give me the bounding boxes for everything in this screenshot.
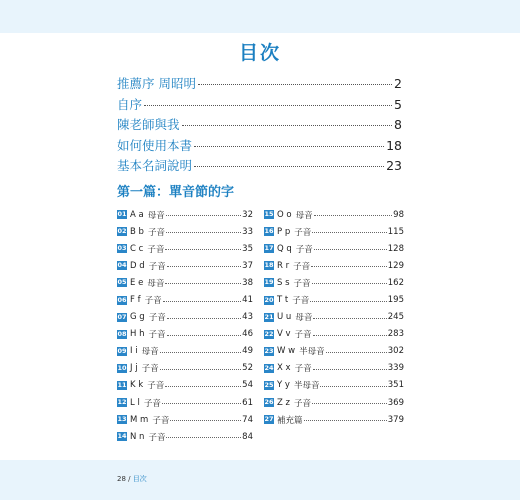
- toc-row[interactable]: [117, 95, 402, 116]
- entry-page: 37: [242, 260, 253, 271]
- dot-leader: [182, 125, 393, 126]
- page-title: 目次: [238, 42, 281, 64]
- entry-kind: 子音: [144, 296, 162, 307]
- dot-leader: [194, 166, 384, 167]
- entry-kind: 子音: [294, 364, 312, 375]
- toc-entry[interactable]: [117, 377, 253, 394]
- entry-page: 35: [242, 243, 253, 254]
- toc-entry[interactable]: [117, 309, 253, 326]
- toc-title: 基本名詞說明: [117, 158, 193, 173]
- toc-title: 自序: [117, 96, 143, 112]
- entry-number-badge: 15: [264, 210, 274, 219]
- entries-left-column: [117, 206, 253, 445]
- entry-letters: Y y: [277, 380, 290, 391]
- dot-leader: [304, 420, 387, 421]
- entry-letters: U u: [277, 312, 292, 323]
- dot-leader: [312, 403, 387, 404]
- entry-page: 98: [393, 209, 404, 220]
- toc-page: 23: [386, 158, 402, 173]
- entry-number-badge: 13: [117, 415, 127, 424]
- entry-number-badge: 04: [117, 261, 127, 270]
- toc-row[interactable]: [117, 74, 402, 95]
- dot-leader: [166, 215, 241, 216]
- entry-letters: L l: [130, 397, 140, 408]
- entry-page: 32: [242, 209, 253, 220]
- dot-leader: [167, 318, 241, 319]
- entry-page: 33: [242, 226, 253, 237]
- toc-title: 陳老師與我: [117, 117, 180, 132]
- toc-entry[interactable]: [117, 274, 253, 291]
- entry-kind: 母音: [141, 347, 159, 358]
- dot-leader: [312, 283, 387, 284]
- entry-kind: 子音: [293, 261, 311, 272]
- entry-number-badge: 14: [117, 432, 127, 441]
- toc-row[interactable]: [117, 115, 402, 136]
- dot-leader: [162, 403, 241, 404]
- toc-entry[interactable]: [264, 206, 404, 223]
- toc-entry[interactable]: [264, 309, 404, 326]
- entry-kind: 母音: [295, 313, 313, 324]
- dot-leader: [163, 301, 242, 302]
- entry-kind: 子音: [152, 415, 170, 426]
- main-toc: [117, 74, 402, 177]
- entry-page: 195: [387, 295, 404, 306]
- entry-number-badge: 09: [117, 346, 127, 355]
- toc-row[interactable]: [117, 136, 402, 157]
- entry-letters: J j: [130, 363, 138, 374]
- entry-page: 43: [242, 312, 253, 323]
- entry-kind: 子音: [294, 398, 312, 409]
- toc-entry[interactable]: [117, 291, 253, 308]
- toc-page: 2: [394, 76, 402, 91]
- entry-page: 46: [242, 329, 253, 340]
- dot-leader: [320, 386, 386, 387]
- dot-leader: [160, 369, 242, 370]
- entry-number-badge: 16: [264, 227, 274, 236]
- entry-letters: C c: [130, 243, 144, 254]
- entry-kind: 半母音: [299, 347, 325, 358]
- entry-page: 49: [242, 346, 253, 357]
- entry-letters: M m: [130, 414, 149, 425]
- bottom-band: [0, 460, 520, 500]
- dot-leader: [160, 352, 242, 353]
- dot-leader: [314, 249, 387, 250]
- entry-page: 115: [387, 226, 404, 237]
- entry-letters: X x: [277, 363, 291, 374]
- section-heading: 第一篇：單音節的字: [117, 185, 235, 200]
- entry-number-badge: 07: [117, 312, 127, 321]
- entry-kind: 子音: [148, 313, 166, 324]
- toc-entry[interactable]: [264, 394, 404, 411]
- entry-kind: 母音: [147, 210, 165, 221]
- entry-page: 129: [387, 260, 404, 271]
- toc-entry[interactable]: [117, 240, 253, 257]
- entry-number-badge: 24: [264, 363, 274, 372]
- entry-kind: 子音: [294, 227, 312, 238]
- dot-leader: [194, 146, 384, 147]
- entry-number-badge: 02: [117, 227, 127, 236]
- entry-kind: 子音: [143, 398, 161, 409]
- toc-entry[interactable]: [117, 360, 253, 377]
- page-footer: [117, 474, 147, 484]
- entries-right-column: [264, 206, 404, 428]
- toc-entry[interactable]: [264, 240, 404, 257]
- entry-letters: A a: [130, 209, 144, 220]
- entry-number-badge: 21: [264, 312, 274, 321]
- entry-kind: 子音: [148, 330, 166, 341]
- entry-letters: F f: [130, 295, 141, 306]
- entry-letters: G g: [130, 312, 145, 323]
- top-band: [0, 0, 520, 33]
- dot-leader: [310, 301, 387, 302]
- entry-number-badge: 25: [264, 380, 274, 389]
- toc-entry[interactable]: [264, 377, 404, 394]
- toc-entry[interactable]: [117, 411, 253, 428]
- entry-page: 302: [387, 346, 404, 357]
- dot-leader: [166, 437, 241, 438]
- entry-letters: H h: [130, 329, 145, 340]
- entry-number-badge: 03: [117, 244, 127, 253]
- toc-title: 如何使用本書: [117, 137, 193, 153]
- dot-leader: [198, 84, 392, 85]
- entry-number-badge: 18: [264, 261, 274, 270]
- toc-entry[interactable]: [264, 411, 404, 428]
- dot-leader: [165, 249, 241, 250]
- footer-separator: /: [128, 475, 131, 483]
- toc-entry[interactable]: [264, 360, 404, 377]
- entry-kind: 子音: [294, 330, 312, 341]
- dot-leader: [311, 266, 387, 267]
- entry-number-badge: 08: [117, 329, 127, 338]
- toc-page: 18: [386, 137, 402, 153]
- toc-entry[interactable]: [117, 206, 253, 223]
- toc-title: 推薦序 周昭明: [117, 76, 196, 91]
- entry-letters: S s: [277, 277, 290, 288]
- entry-letters: D d: [130, 260, 145, 271]
- footer-section: 目次: [132, 475, 147, 483]
- entry-number-badge: 27: [264, 415, 274, 424]
- entry-number-badge: 22: [264, 329, 274, 338]
- toc-row[interactable]: [117, 156, 402, 177]
- dot-leader: [313, 318, 386, 319]
- entry-page: 351: [387, 380, 404, 391]
- entry-page: 74: [242, 414, 253, 425]
- entry-letters: O o: [277, 209, 292, 220]
- entry-number-badge: 12: [117, 398, 127, 407]
- entry-number-badge: 01: [117, 210, 127, 219]
- entry-letters: I i: [130, 346, 138, 357]
- entry-page: 52: [242, 363, 253, 374]
- toc-entry[interactable]: [117, 428, 253, 445]
- entry-kind: 子音: [148, 261, 166, 272]
- entry-letters: Z z: [277, 397, 290, 408]
- entry-kind: 子音: [293, 278, 311, 289]
- entry-letters: W w: [277, 346, 296, 357]
- entry-kind: 子音: [147, 381, 165, 392]
- dot-leader: [166, 232, 241, 233]
- dot-leader: [326, 352, 387, 353]
- entry-kind: 母音: [147, 278, 165, 289]
- entry-kind: 半母音: [293, 381, 320, 392]
- toc-page: 8: [394, 117, 402, 132]
- dot-leader: [313, 335, 387, 336]
- toc-entry[interactable]: [264, 326, 404, 343]
- footer-page-number: 28: [117, 475, 126, 483]
- toc-entry[interactable]: [117, 223, 253, 240]
- toc-entry[interactable]: [117, 343, 253, 360]
- entry-number-badge: 23: [264, 346, 274, 355]
- entry-number-badge: 10: [117, 363, 127, 372]
- dot-leader: [144, 105, 392, 106]
- entry-page: 245: [387, 312, 404, 323]
- entry-page: 283: [387, 329, 404, 340]
- entry-kind: 子音: [292, 296, 310, 307]
- entry-kind: 子音: [147, 244, 165, 255]
- entry-letters: N n: [130, 431, 145, 442]
- dot-leader: [170, 420, 241, 421]
- entry-page: 41: [242, 295, 253, 306]
- entry-page: 61: [242, 397, 253, 408]
- toc-entry[interactable]: [117, 326, 253, 343]
- entry-letters: E e: [130, 277, 144, 288]
- dot-leader: [314, 215, 393, 216]
- entry-number-badge: 19: [264, 278, 274, 287]
- toc-entry[interactable]: [264, 274, 404, 291]
- entry-letters: P p: [277, 226, 291, 237]
- toc-entry[interactable]: [264, 257, 404, 274]
- entry-number-badge: 20: [264, 295, 274, 304]
- toc-page: 5: [394, 96, 402, 112]
- entry-number-badge: 26: [264, 398, 274, 407]
- entry-letters: T t: [277, 295, 289, 306]
- entry-kind: 子音: [295, 244, 313, 255]
- entry-letters: K k: [130, 380, 144, 391]
- dot-leader: [167, 266, 242, 267]
- dot-leader: [313, 369, 387, 370]
- entry-page: 38: [242, 277, 253, 288]
- toc-entry[interactable]: [264, 223, 404, 240]
- entry-kind: 子音: [147, 227, 165, 238]
- entry-letters: B b: [130, 226, 144, 237]
- entry-page: 379: [387, 414, 404, 425]
- dot-leader: [165, 386, 241, 387]
- entry-number-badge: 06: [117, 295, 127, 304]
- toc-entry[interactable]: [117, 257, 253, 274]
- entry-number-badge: 11: [117, 380, 127, 389]
- entry-kind: 子音: [148, 432, 166, 443]
- entry-kind: 子音: [141, 364, 159, 375]
- toc-entry[interactable]: [117, 394, 253, 411]
- entry-kind: 母音: [295, 210, 313, 221]
- entry-number-badge: 05: [117, 278, 127, 287]
- entry-kind: 補充篇: [277, 415, 303, 426]
- entry-letters: R r: [277, 260, 290, 271]
- toc-entry[interactable]: [264, 291, 404, 308]
- entry-page: 84: [242, 431, 253, 442]
- dot-leader: [165, 283, 241, 284]
- entry-number-badge: 17: [264, 244, 274, 253]
- entry-page: 162: [387, 277, 404, 288]
- entry-letters: V v: [277, 329, 291, 340]
- entry-page: 339: [387, 363, 404, 374]
- entry-page: 369: [387, 397, 404, 408]
- entry-letters: Q q: [277, 243, 292, 254]
- entry-page: 128: [387, 243, 404, 254]
- entry-page: 54: [242, 380, 253, 391]
- dot-leader: [312, 232, 387, 233]
- toc-entry[interactable]: [264, 343, 404, 360]
- dot-leader: [167, 335, 242, 336]
